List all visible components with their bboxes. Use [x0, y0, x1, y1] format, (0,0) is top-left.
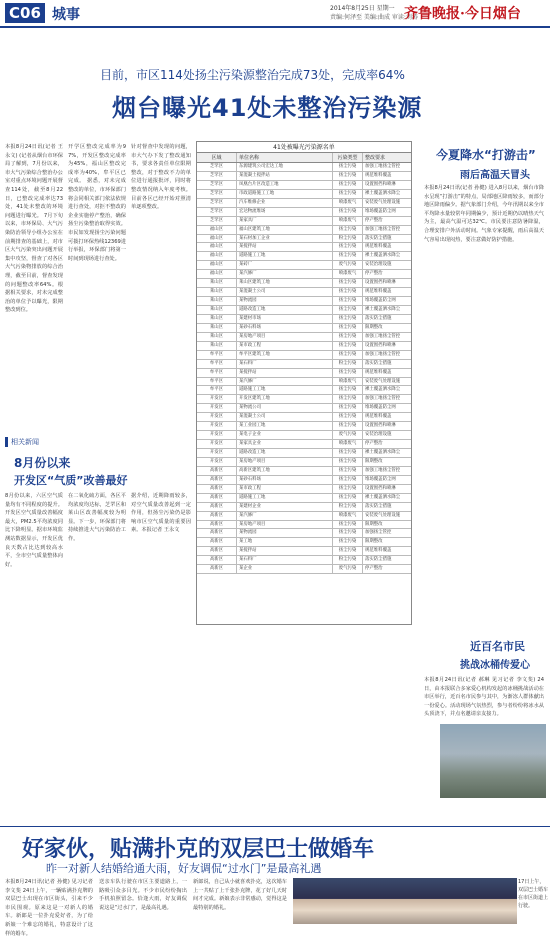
table-cell: 废气污染	[333, 431, 363, 439]
table-cell: 某家具厂	[237, 217, 333, 225]
table-cell: 扬尘污染	[333, 529, 363, 537]
table-cell: 规范堆料覆盖	[365, 548, 392, 554]
table-cell: 开发区	[197, 395, 237, 403]
table-row	[197, 270, 411, 279]
table-cell: 莱山区	[197, 297, 237, 305]
table-cell: 扬尘污染	[333, 413, 363, 421]
table-cell: 喷漆废气	[333, 217, 363, 225]
table-cell: 落实防尘措施	[365, 360, 392, 366]
table-cell: 开发区	[197, 422, 237, 430]
table-cell: 设置围挡和喷淋	[365, 423, 396, 429]
table-cell: 规范堆料覆盖	[365, 172, 392, 178]
article3-headline: 好家伙，贴满扑克的双层巴士做婚车	[22, 837, 375, 862]
table-cell: 某房地产项目	[237, 458, 333, 466]
table-cell: 高新区	[197, 476, 237, 484]
table-cell: 道路施工工地	[237, 252, 333, 260]
table-cell: 某市政工程	[237, 485, 333, 493]
table-cell: 芝罘区	[197, 199, 237, 207]
table-row	[197, 163, 411, 172]
table-cell: 喷漆废气	[333, 440, 363, 448]
table-cell: 某砖厂	[237, 261, 333, 269]
article1-col1b: 开学区整改完成率为97%，开发区整改完成率为45%，福山区整改完成率为40%，牟平区已完成。 据悉，对未完成整改的单位，市环保部门将会同相关部门依法依规进行查处，对拒不整改的企业实施停产整治，确保扬尘污染整治取得实效。市民如发现扬尘污染问题可拨打环保热线12369进行举报，环保部门将第一时间到现场进行查处。	[68, 144, 127, 262]
table-row	[197, 190, 411, 199]
article1-kicker: 目前，市区114处扬尘污染源整治完成73处，完成率64%	[100, 68, 405, 82]
article3-col2: 送亲车队行驶在市区主要道路上，一路吸引众多目光。不少市民纷纷掏出手机拍照留念。恰逢大雨，好友调侃说这是“过水门”，是最高礼遇。	[99, 879, 187, 911]
section-title: 城事	[52, 7, 80, 23]
table-cell: 开发区	[197, 458, 237, 466]
table-cell: 扬尘污染	[333, 485, 363, 493]
table-cell: 某搅拌站	[237, 547, 333, 555]
table-row	[197, 422, 411, 431]
table-cell: 限期整改	[365, 539, 383, 545]
table-cell: 扬尘污染	[333, 494, 363, 502]
issue-date: 2014年8月25日 星期一	[330, 5, 395, 12]
table-row	[197, 476, 411, 485]
table-cell: 某工业园工地	[237, 422, 333, 430]
table-row	[197, 333, 411, 342]
table-cell: 福山区	[197, 252, 237, 260]
table-row	[197, 404, 411, 413]
table-cell: 莱山区	[197, 342, 237, 350]
section-divider	[0, 826, 550, 827]
table-cell: 扬尘污染	[333, 369, 363, 377]
table-cell: 限期整改	[365, 458, 383, 464]
table-cell: 喷漆废气	[333, 270, 363, 278]
page-header	[0, 0, 550, 26]
table-cell: 扬尘污染	[333, 395, 363, 403]
table-cell: 加强工地扬尘管控	[365, 164, 401, 169]
table-cell: 落实防尘措施	[365, 557, 392, 563]
table-cell: 高新区	[197, 521, 237, 529]
table-cell: 安装废气处理设施	[365, 199, 401, 205]
table-cell: 某物流园	[237, 297, 333, 305]
table-cell: 汽车维修企业	[237, 199, 333, 207]
table-row	[197, 369, 411, 378]
table-cell: 开发区	[197, 440, 237, 448]
table-cell: 福山区	[197, 235, 237, 243]
table-cell: 扬尘污染	[333, 306, 363, 314]
table-cell: 裸土覆盖洒水降尘	[365, 450, 401, 455]
table-cell: 安装治理设施	[365, 432, 392, 438]
table-cell: 加强扬尘管控	[365, 530, 392, 536]
table-cell: 莱山区	[197, 315, 237, 323]
table-cell: 某物流公司	[237, 404, 333, 412]
table-cell: 某建材企业	[237, 503, 333, 511]
table-cell: 牟平区	[197, 351, 237, 359]
table-row	[197, 342, 411, 351]
table-cell: 堆场覆盖防尘网	[365, 298, 396, 304]
table-header: 单位名称	[237, 153, 333, 162]
table-cell: 规范堆料覆盖	[365, 414, 392, 420]
pollution-table	[196, 141, 412, 625]
table-cell: 高新区	[197, 512, 237, 520]
table-cell: 裸土覆盖洒水降尘	[365, 307, 401, 312]
table-row	[197, 235, 411, 244]
table-cell: 高新区建筑工地	[237, 467, 333, 475]
table-cell: 某汽修厂	[237, 512, 333, 520]
table-cell: 高新区	[197, 467, 237, 475]
table-cell: 某家具企业	[237, 440, 333, 448]
table-cell: 扬尘污染	[333, 458, 363, 466]
table-cell: 裸土覆盖洒水降尘	[365, 253, 401, 259]
table-row	[197, 199, 411, 208]
ice-bucket-photo	[440, 724, 546, 798]
table-cell: 芝罘区	[197, 163, 237, 171]
table-cell: 高新区	[197, 529, 237, 537]
table-header: 污染类型	[333, 153, 363, 162]
table-cell: 莱山区	[197, 306, 237, 314]
table-row	[197, 315, 411, 324]
table-cell: 规范堆料覆盖	[365, 244, 392, 250]
table-cell: 扬尘污染	[333, 208, 363, 216]
table-cell: 某电子企业	[237, 431, 333, 439]
table-row	[197, 413, 411, 422]
table-cell: 扬尘污染	[333, 521, 363, 529]
table-row	[197, 378, 411, 387]
citizen-headline: 近百名市民	[470, 640, 525, 653]
table-row	[197, 440, 411, 449]
table-cell: 设置围挡和喷淋	[365, 280, 396, 286]
table-cell: 牟平区	[197, 369, 237, 377]
page-number: C06	[5, 3, 45, 23]
table-row	[197, 324, 411, 333]
table-cell: 牟平区	[197, 378, 237, 386]
table-row	[197, 431, 411, 440]
table-cell: 粉尘污染	[333, 556, 363, 564]
table-cell: 莱山区	[197, 279, 237, 287]
table-cell: 开发区	[197, 413, 237, 421]
table-cell: 加强工地扬尘管控	[365, 396, 401, 402]
table-cell: 高新区	[197, 556, 237, 564]
weather-subhead: 雨后高温天冒头	[460, 170, 530, 181]
table-cell: 加强工地扬尘管控	[365, 226, 401, 232]
table-row	[197, 512, 411, 521]
table-cell: 某砂石料场	[237, 324, 333, 332]
table-cell: 某市政工程	[237, 342, 333, 350]
table-cell: 扬尘污染	[333, 226, 363, 234]
table-cell: 芝罘区	[197, 172, 237, 180]
table-cell: 高新区	[197, 538, 237, 546]
table-header: 整改要求	[365, 155, 386, 161]
citizen-body: 本报8月24日讯(记者 郝琳 见习记者 李文斐) 24日，由本报联合多家爱心机构发起的冰桶挑战活动在市区举行，近百名市民参与其中，为渐冻人群体献出一份爱心。活动现场气氛热烈，参与者纷纷将冰水从头顶浇下，并点名邀请亲友接力。	[424, 677, 544, 718]
table-cell: 开发区	[197, 431, 237, 439]
table-cell: 高新区	[197, 485, 237, 493]
table-row	[197, 261, 411, 270]
table-cell: 扬尘污染	[333, 243, 363, 251]
table-cell: 牟平区	[197, 360, 237, 368]
table-row	[197, 521, 411, 530]
header-rule	[0, 26, 550, 28]
table-cell: 扬尘污染	[333, 172, 363, 180]
table-cell: 粉尘污染	[333, 360, 363, 368]
table-cell: 某混凝土公司	[237, 413, 333, 421]
table-cell: 加强工地扬尘管控	[365, 351, 401, 357]
table-cell: 扬尘污染	[333, 163, 363, 171]
weather-headline: 今夏降水“打游击”	[436, 148, 536, 162]
table-cell: 牟平区建筑工地	[237, 351, 333, 359]
table-cell: 某建材市场	[237, 315, 333, 323]
table-cell: 粉尘污染	[333, 235, 363, 243]
table-cell: 扬尘污染	[333, 181, 363, 189]
table-cell: 某混凝土公司	[237, 288, 333, 296]
table-cell: 福山区	[197, 261, 237, 269]
table-cell: 限期整改	[365, 324, 383, 330]
table-cell: 扬尘污染	[333, 288, 363, 296]
table-cell: 扬尘污染	[333, 342, 363, 350]
table-cell: 扬尘污染	[333, 538, 363, 546]
table-cell: 某石材加工企业	[237, 235, 333, 243]
article3-col1: 本报8月24日讯(记者 孙健) 见习记者 李文斐 24日上午，一辆贴满扑克牌的双层巴士出现在市区街头，引来不少市民围观。原来这是一对新人的婚车。新郎是一位扑克爱好者，为了给新娘一个难忘的婚礼，特意设计了这样的婚车。	[5, 879, 93, 937]
table-cell: 扬尘污染	[333, 449, 363, 457]
table-cell: 高新区	[197, 565, 237, 573]
table-cell: 道路施工工地	[237, 386, 333, 394]
table-cell: 喷漆废气	[333, 512, 363, 520]
table-cell: 牟平区	[197, 386, 237, 394]
table-cell: 裸土覆盖洒水降尘	[365, 190, 401, 196]
table-cell: 扬尘污染	[333, 315, 363, 323]
table-cell: 停产整治	[365, 217, 383, 223]
table-row	[197, 485, 411, 494]
table-cell: 限期整改	[365, 521, 383, 527]
table-cell: 某石料厂	[237, 360, 333, 368]
table-cell: 喷漆废气	[333, 378, 363, 386]
table-cell: 安装废气处理设施	[365, 378, 401, 384]
table-row	[197, 556, 411, 565]
table-cell: 设置围挡和喷淋	[365, 485, 396, 491]
table-cell: 扬尘污染	[333, 422, 363, 430]
table-cell: 某企业	[237, 565, 333, 573]
table-cell: 规范堆料覆盖	[365, 369, 392, 375]
table-cell: 莱山区	[197, 324, 237, 332]
table-cell: 某砂石料场	[237, 476, 333, 484]
table-cell: 某工地	[237, 538, 333, 546]
table-row	[197, 449, 411, 458]
table-cell: 安装废气处理设施	[365, 512, 401, 518]
table-header-row	[197, 153, 411, 163]
table-cell: 废气污染	[333, 565, 363, 573]
table-cell: 某搅拌站	[237, 243, 333, 251]
table-cell: 东源建筑公司宏达工地	[237, 163, 333, 171]
table-row	[197, 208, 411, 217]
table-cell: 莱山区建筑工地	[237, 279, 333, 287]
table-cell: 设置围挡和喷淋	[365, 181, 396, 187]
table-cell: 扬尘污染	[333, 547, 363, 555]
table-row	[197, 306, 411, 315]
table-cell: 芝罘区	[197, 208, 237, 216]
table-cell: 某房地产项目	[237, 333, 333, 341]
table-row	[197, 395, 411, 404]
table-row	[197, 217, 411, 226]
table-title: 41处被曝光污染源名单	[197, 142, 411, 153]
table-cell: 高新区	[197, 503, 237, 511]
table-cell: 落实防尘措施	[365, 235, 392, 241]
table-cell: 福山区	[197, 226, 237, 234]
table-row	[197, 458, 411, 467]
table-row	[197, 297, 411, 306]
table-cell: 裸土覆盖洒水降尘	[365, 494, 401, 500]
table-cell: 道路施工工地	[237, 494, 333, 502]
article3-col3: 新郎说，自己从小就喜欢扑克，这次婚车上一共贴了上千张扑克牌，花了好几天时间才完成。新娘表示非常感动，觉得这是最特别的婚礼。	[193, 879, 287, 911]
masthead: 齐鲁晚报·今日烟台	[404, 6, 521, 22]
table-cell: 芝罘区	[197, 190, 237, 198]
table-row	[197, 529, 411, 538]
table-row	[197, 226, 411, 235]
table-cell: 加强工地扬尘管控	[365, 467, 401, 473]
table-cell: 扬尘污染	[333, 190, 363, 198]
table-cell: 扬尘污染	[333, 297, 363, 305]
table-cell: 落实防尘措施	[365, 315, 392, 321]
table-cell: 扬尘污染	[333, 279, 363, 287]
article2-col3: 据介绍，近期降雨较多，对空气质量改善起到一定作用，但扬尘污染仍是影响市区空气质量的重要因素。本报记者 王永文	[131, 493, 191, 534]
table-cell: 芝罘区	[197, 181, 237, 189]
table-cell: 废气污染	[333, 261, 363, 269]
table-cell: 扬尘污染	[333, 476, 363, 484]
table-cell: 福山区建筑工地	[237, 226, 333, 234]
article2-subhead: 开发区“气质”改善最好	[14, 474, 128, 487]
article1-col1: 本报8月24日讯(记者 王永文) (记者从烟台市环保局了解到，7月份以来，市大气污染综合整治办公室对重点环境问题开展督查114处，截至8月22日，已整改完成率达73处，41处未整改的环境问题进行曝光。 7月下旬以来，市环保局、大气污染防治领导小组办公室在前期排查的基础上，对市区大气污染突出问题开展集中攻坚，督查了对各区大气污染物排放的综合治理，截至目前，督查发现的问题整改率64%。根据相关要求，对未完成整治的单位予以曝光，限期整改到位。	[5, 144, 63, 314]
table-cell: 道路改造工地	[237, 306, 333, 314]
table-cell: 某房地产项目	[237, 521, 333, 529]
weather-body: 本报8月24日讯(记者 孙健) 进入8月以来，烟台市降水呈现“打游击”的特点，局部地区降雨较多，而部分地区降雨偏少。据气象部门介绍，今年汛期以来全市平均降水量较常年同期偏少，预计近期仍以晴热天气为主，最高气温可达32℃。市民要注意防暑降温，合理安排户外活动时间。气象专家提醒，雨后高温天气容易出现闷热，要注意做好防护措施。	[424, 185, 544, 243]
table-cell: 高新区	[197, 494, 237, 502]
table-row	[197, 288, 411, 297]
table-row	[197, 360, 411, 369]
article2-headline: 8月份以来	[14, 456, 71, 470]
table-cell: 停产整治	[365, 441, 383, 447]
wedding-bus-photo	[293, 878, 517, 924]
photo-caption: 17日上午，双层巴士婚车在市区街道上行驶。	[518, 879, 549, 909]
table-row	[197, 538, 411, 547]
table-cell: 某搅拌站	[237, 369, 333, 377]
table-cell: 停产整治	[365, 566, 383, 572]
table-cell: 福山区	[197, 270, 237, 278]
table-cell: 市政道路施工工地	[237, 190, 333, 198]
table-cell: 粉尘污染	[333, 503, 363, 511]
table-cell: 扬尘污染	[333, 404, 363, 412]
table-row	[197, 252, 411, 261]
table-cell: 宏达物流堆场	[237, 208, 333, 216]
table-cell: 莱山区	[197, 288, 237, 296]
table-cell: 扬尘污染	[333, 467, 363, 475]
table-cell: 加强工地扬尘管控	[365, 333, 401, 339]
table-cell: 停产整治	[365, 271, 383, 277]
table-row	[197, 503, 411, 512]
table-cell: 裸土覆盖洒水降尘	[365, 387, 401, 393]
table-cell: 某物流园	[237, 529, 333, 537]
table-cell: 某混凝土搅拌站	[237, 172, 333, 180]
article2-col2: 在二氧化硫方面，各区平均浓度均达标，芝罘区和莱山区改善幅度较为明显。下一步，环保部门将持续推进大气污染防治工作。	[68, 493, 126, 542]
citizen-subhead: 挑战冰桶传爱心	[460, 660, 530, 671]
table-cell: 凤凰台片区改造工地	[237, 181, 333, 189]
table-cell: 扬尘污染	[333, 324, 363, 332]
related-news-label: 相关新闻	[5, 437, 39, 447]
table-cell: 安装治理设施	[365, 262, 392, 268]
table-cell: 莱山区	[197, 333, 237, 341]
table-cell: 喷漆废气	[333, 199, 363, 207]
table-cell: 某汽修厂	[237, 378, 333, 386]
table-cell: 设置围挡和喷淋	[365, 342, 396, 348]
table-cell: 福山区	[197, 243, 237, 251]
table-cell: 开发区	[197, 404, 237, 412]
table-cell: 开发区建筑工地	[237, 395, 333, 403]
table-cell: 扬尘污染	[333, 333, 363, 341]
table-cell: 扬尘污染	[333, 386, 363, 394]
article1-headline: 烟台曝光41处未整治污染源	[112, 94, 423, 122]
article1-col2: 针对督查中发现的问题，市大气办下发了整改通知书，要求各责任单位限期整改，对于整改不力的单位进行通报批评，同时将整改情况纳入年度考核。目前各区已经开始对照清单逐项整改。	[131, 144, 191, 211]
table-row	[197, 279, 411, 288]
table-row	[197, 351, 411, 360]
table-cell: 道路改造工地	[237, 449, 333, 457]
article2-col1: 8月份以来，六区空气质量均有不同程度的提升。开发区空气质量改善幅度最大，PM2.5平均浓度同比下降明显。据市环境监测站数据显示，开发区优良天数占比达到较高水平，全市空气质量整体向好。	[5, 493, 63, 568]
table-cell: 扬尘污染	[333, 351, 363, 359]
table-cell: 扬尘污染	[333, 252, 363, 260]
table-row	[197, 494, 411, 503]
table-cell: 规范堆料覆盖	[365, 289, 392, 295]
table-cell: 开发区	[197, 449, 237, 457]
table-cell: 落实防尘措施	[365, 503, 392, 509]
table-row	[197, 467, 411, 476]
table-row	[197, 181, 411, 190]
editors-line: 责编:何泽至 美编:曲成 审读:刘涛	[330, 14, 418, 21]
table-header: 区域	[197, 153, 237, 162]
table-row	[197, 386, 411, 395]
table-row	[197, 547, 411, 556]
table-cell: 某汽修厂	[237, 270, 333, 278]
table-cell: 堆场覆盖防尘网	[365, 208, 396, 214]
table-cell: 堆场覆盖防尘网	[365, 476, 396, 482]
table-cell: 某石料厂	[237, 556, 333, 564]
table-cell: 堆场覆盖防尘网	[365, 405, 396, 411]
table-row	[197, 172, 411, 181]
article3-subhead: 昨一对新人结婚给通大雨，好友调侃“过水门”是最高礼遇	[46, 862, 322, 875]
table-cell: 芝罘区	[197, 217, 237, 225]
table-row	[197, 565, 411, 574]
table-cell: 高新区	[197, 547, 237, 555]
table-body	[197, 163, 411, 574]
table-row	[197, 243, 411, 252]
